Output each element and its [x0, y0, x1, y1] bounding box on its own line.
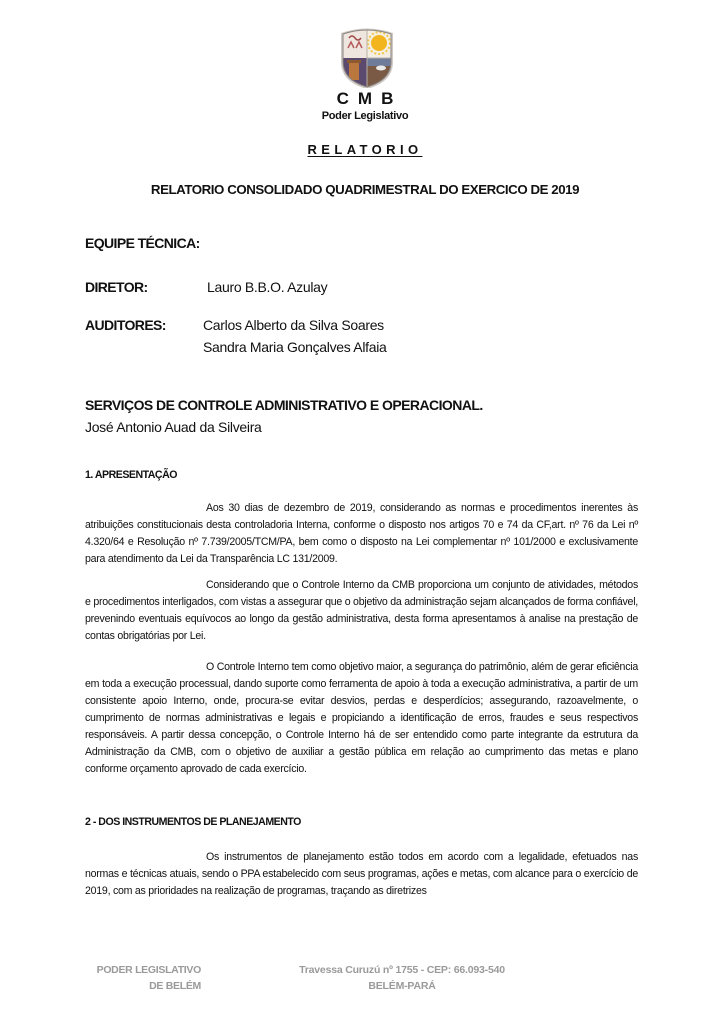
footer-organization: [80, 962, 201, 994]
paragraph: [85, 577, 638, 645]
document-title: RELATORIO CONSOLIDADO QUADRIMESTRAL DO EXERCICO DE 2019: [150, 182, 580, 197]
paragraph: [85, 659, 638, 778]
paragraph: [85, 500, 638, 568]
paragraph-text: Os instrumentos de planejamento estão todos em acordo com a legalidade, efetuados nas normas e técnicas atuais, sendo o PPA estabelecido com seus programas, ações e metas, com alcance para o exercício de 2019, com as prioridades na realização de programas, traçando as diretrizes: [85, 851, 638, 897]
paragraph-text: O Controle Interno tem como objetivo maior, a segurança do patrimônio, além de gerar eficiência em toda a execução processual, dando suporte como ferramenta de apoio à toda a execução administrativa, a partir de um consistente apoio Interno, onde, procura-se evitar desvios, perdas e desperdícios; assegurando, razoavelmente, o cumprimento de normas administrativas e legais e propiciando a identificação de erros, fraudes e seus respectivos responsáveis. A partir dessa concepção, o Controle Interno há de ser entendido como parte integrante da estrutura da Administração da CMB, com o objetivo de auxiliar a gestão pública em relação ao cumprimento das metas e plano conforme orçamento aprovado de cada exercício.: [85, 661, 638, 775]
footer-address-line: BELÉM-PARÁ: [368, 980, 436, 992]
auditor-name: Carlos Alberto da Silva Soares: [203, 317, 384, 333]
director-name: Lauro B.B.O. Azulay: [207, 279, 328, 295]
document-label-text: RELATORIO: [307, 142, 423, 157]
org-subtitle: Poder Legislativo: [321, 110, 409, 122]
services-responsible-name: José Antonio Auad da Silveira: [85, 419, 262, 435]
emblem-shield-icon: [339, 26, 395, 88]
paragraph: [85, 849, 638, 900]
footer-org-line: PODER LEGISLATIVO: [96, 964, 201, 976]
section-title-instrumentos-planejamento: 2 - DOS INSTRUMENTOS DE PLANEJAMENTO: [85, 816, 301, 828]
footer-address-line: Travessa Curuzú nº 1755 - CEP: 66.093-540: [299, 964, 505, 976]
team-heading: EQUIPE TÉCNICA:: [85, 235, 200, 251]
paragraph-text: Aos 30 dias de dezembro de 2019, considerando as normas e procedimentos inerentes às atribuições constitucionais desta controladoria Interna, conforme o disposto nos artigos 70 e 74 da CF,art. nº 76 da Lei nº 4.320/64 e Resolução nº 7.739/2005/TCM/PA, bem como o disposto na Lei complementar nº 101/2000 e exclusivamente para atendimento da Lei da Transparência LC 131/2009.: [85, 502, 638, 565]
org-acronym: CMB: [336, 89, 403, 108]
auditor-name: Sandra Maria Gonçalves Alfaia: [203, 339, 387, 355]
coat-of-arms-icon: [339, 26, 395, 88]
director-label: DIRETOR:: [85, 279, 148, 295]
services-heading: SERVIÇOS DE CONTROLE ADMINISTRATIVO E OPERACIONAL.: [85, 397, 483, 413]
footer-org-line: DE BELÉM: [149, 980, 201, 992]
auditors-label: AUDITORES:: [85, 317, 166, 333]
document-label: [200, 142, 530, 157]
paragraph-text: Considerando que o Controle Interno da CMB proporciona um conjunto de atividades, métodos e procedimentos interligados, com vistas a assegurar que o objetivo da administração sejam alcançados de forma confiável, prevenindo eventuais equívocos ao longo da gestão administrativa, desta forma apresentamos à analise na prestação de contas obrigatórias por Lei.: [85, 579, 638, 642]
footer-address: [262, 962, 542, 994]
section-title-apresentacao: 1. APRESENTAÇÃO: [85, 469, 177, 481]
